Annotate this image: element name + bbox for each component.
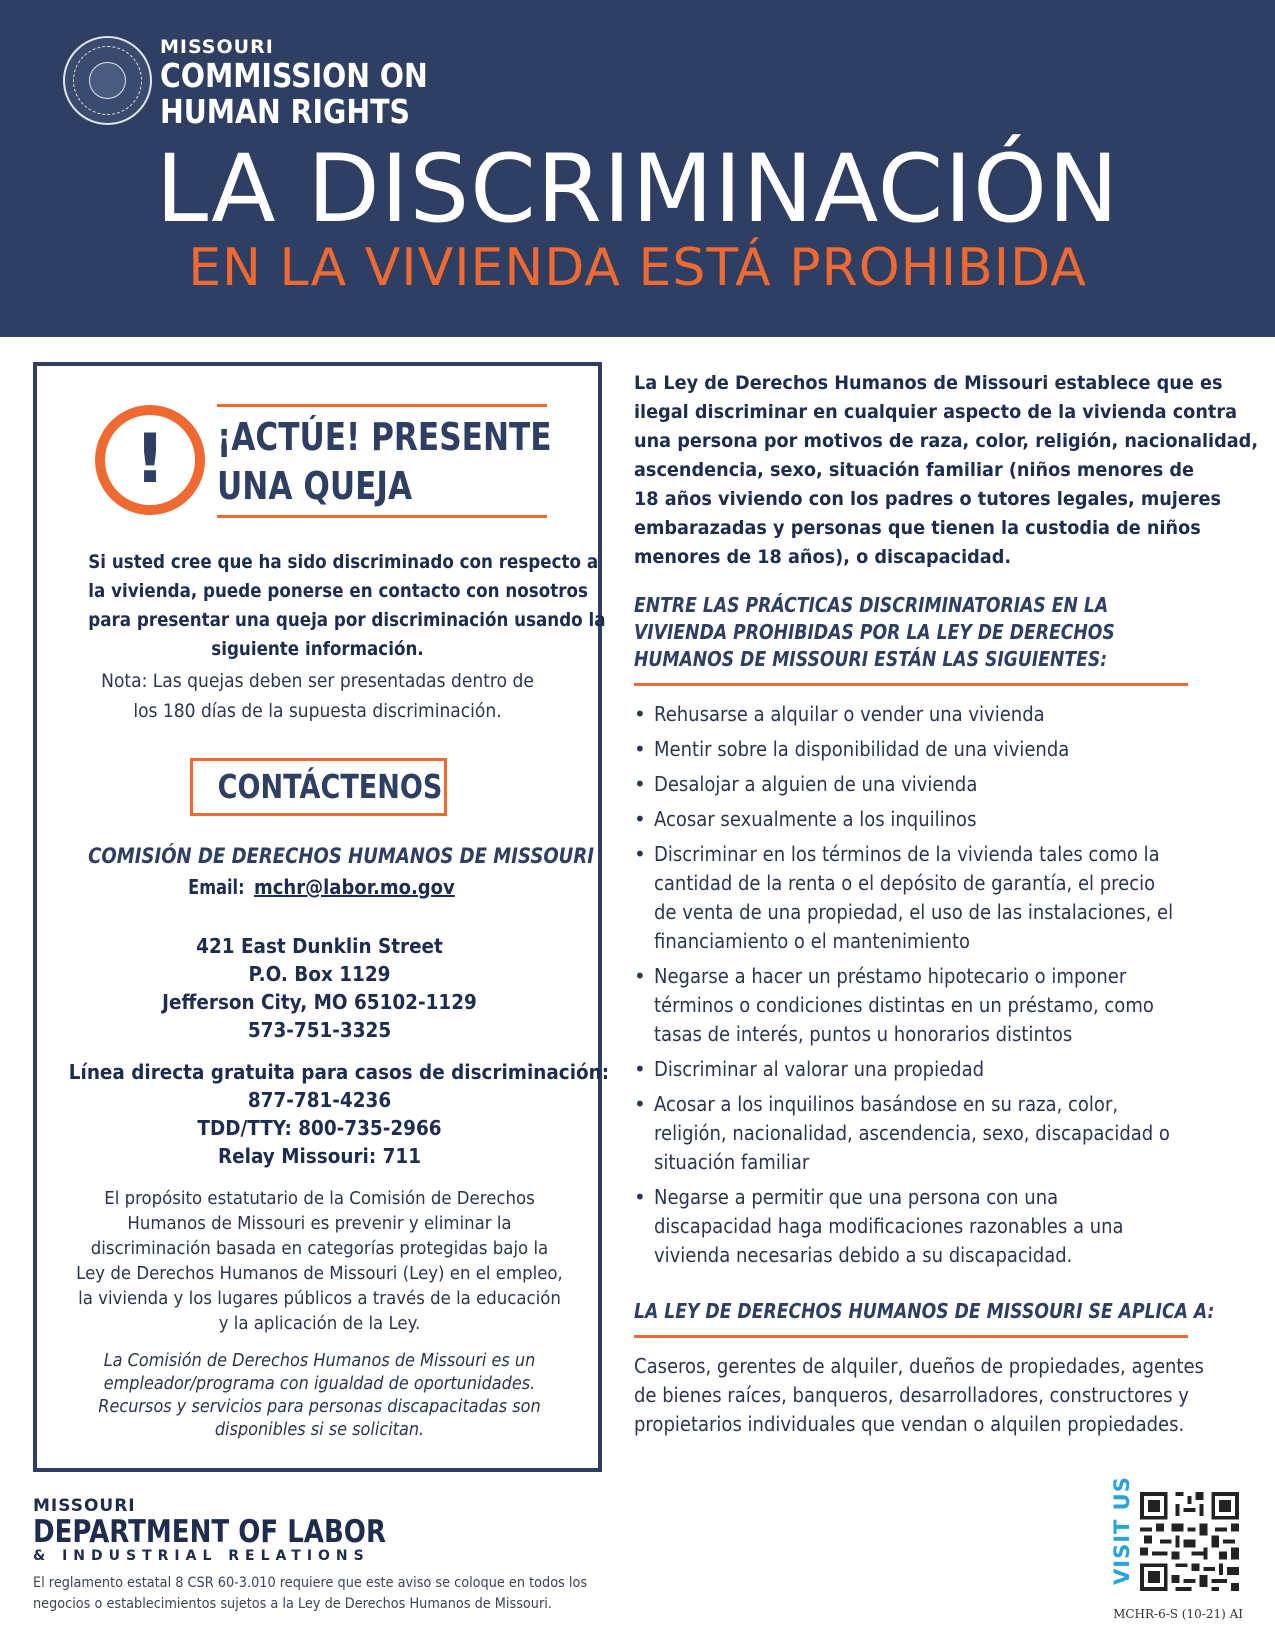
- list-item: • Discriminar en los términos de la vivienda tales como la cantidad de la renta o el depósito de garantía, el precio de venta de una propiedad, el uso de las instalaciones, el financiamiento o el mantenimiento: [634, 840, 1240, 956]
- address-line: Jefferson City, MO 65102-1129: [162, 990, 477, 1014]
- hotline-block: [47, 1058, 610, 1170]
- dept-subname: & INDUSTRIAL RELATIONS: [33, 1548, 370, 1564]
- list-item: • Desalojar a alguien de una vivienda: [634, 770, 1240, 799]
- list-item: • Discriminar al valorar una propiedad: [634, 1055, 1240, 1084]
- purpose-text: El propósito estatutario de la Comisión de Derechos Humanos de Missouri es prevenir y eliminar la discriminación basada en categorías protegidas bajo la Ley de Derechos Humanos de Missouri (Ley) en el empleo, la vivienda y los lugares públicos a través de la educación y la aplicación de la Ley.: [76, 1188, 563, 1334]
- form-code: MCHR-6-S (10-21) AI: [1113, 1607, 1243, 1621]
- phone-number: 573-751-3325: [247, 1018, 392, 1042]
- org-line-2: HUMAN RIGHTS: [160, 92, 410, 131]
- action-line-1: ¡ACTÚE! PRESENTE: [217, 415, 552, 459]
- page-subtitle: EN LA VIVIENDA ESTÁ PROHIBIDA: [188, 238, 1087, 298]
- hotline-number: 877-781-4236: [247, 1088, 392, 1112]
- action-line-2: UNA QUEJA: [217, 464, 413, 508]
- regulation-notice: El reglamento estatal 8 CSR 60-3.010 requiere que este aviso se coloque en todos los negocios o establecimientos sujetos a la Ley de Derechos Humanos de Missouri.: [33, 1575, 588, 1612]
- relay-number: Relay Missouri: 711: [217, 1144, 422, 1168]
- applies-heading: LA LEY DE DERECHOS HUMANOS DE MISSOURI SE APLICA A:: [634, 1299, 1215, 1323]
- state-seal-icon: [63, 36, 152, 125]
- intro-line: la vivienda, puede ponerse en contacto con nosotros: [88, 580, 588, 602]
- qr-code-icon[interactable]: [1140, 1492, 1239, 1591]
- practices-list: [634, 700, 1240, 1276]
- equal-opportunity-statement: La Comisión de Derechos Humanos de Missouri es un empleador/programa con igualdad de oportunidades. Recursos y servicios para personas discapacitadas son disponibles si se solicitan.: [98, 1351, 541, 1440]
- applies-text: Caseros, gerentes de alquiler, dueños de propiedades, agentes de bienes raíces, banqueros, desarrolladores, constructores y propietarios individuales que vendan o alquilen propiedades.: [634, 1354, 1204, 1436]
- contact-heading: CONTÁCTENOS: [190, 758, 447, 816]
- visit-us-label: VISIT US: [1110, 1476, 1134, 1585]
- commission-name: COMISIÓN DE DERECHOS HUMANOS DE MISSOURI: [88, 844, 594, 868]
- list-item: • Negarse a permitir que una persona con una discapacidad haga modificaciones razonables a una vivienda necesarias debido a su discapacidad.: [634, 1183, 1240, 1270]
- law-summary: La Ley de Derechos Humanos de Missouri establece que es ilegal discriminar en cualquier aspecto de la vivienda contra una persona por motivos de raza, color, religión, nacionalidad, ascendencia, sexo, situación familiar (niños menores de 18 años viviendo con los padres o tutores legales, mujeres embarazadas y personas que tienen la custodia de niños menores de 18 años), o discapacidad.: [634, 372, 1259, 568]
- exclamation-circle-icon: !: [95, 405, 205, 515]
- hotline-label: Línea directa gratuita para casos de discriminación:: [68, 1060, 610, 1084]
- header-banner: [0, 0, 1275, 337]
- action-heading: [217, 404, 552, 518]
- intro-line: Si usted cree que ha sido discriminado con respecto a: [88, 551, 599, 573]
- email-label: Email:: [187, 875, 245, 899]
- list-item: • Mentir sobre la disponibilidad de una vivienda: [634, 735, 1240, 764]
- practices-heading: ENTRE LAS PRÁCTICAS DISCRIMINATORIAS EN LA VIVIENDA PROHIBIDAS POR LA LEY DE DERECHOS HUMANOS DE MISSOURI ESTÁN LAS SIGUIENTES:: [634, 593, 1115, 671]
- section-divider: [634, 683, 1188, 686]
- list-item: • Rehusarse a alquilar o vender una vivienda: [634, 700, 1240, 729]
- email-row: [47, 873, 592, 901]
- complaint-panel: [33, 362, 610, 1472]
- tdd-number: TDD/TTY: 800-735-2966: [197, 1116, 442, 1140]
- org-name: [160, 36, 471, 130]
- department-logo: [33, 1497, 453, 1564]
- intro-line: siguiente información.: [211, 638, 424, 660]
- mailing-address: [47, 932, 592, 1044]
- dept-state: MISSOURI: [33, 1496, 136, 1516]
- intro-text: [57, 548, 606, 664]
- deadline-note: [57, 666, 578, 726]
- section-divider: [634, 1335, 1188, 1338]
- note-line: Nota: Las quejas deben ser presentadas dentro de: [101, 670, 534, 692]
- dept-name: DEPARTMENT OF LABOR: [33, 1514, 386, 1550]
- list-item: • Acosar sexualmente a los inquilinos: [634, 805, 1240, 834]
- email-link[interactable]: mchr@labor.mo.gov: [253, 875, 455, 899]
- page-title: LA DISCRIMINACIÓN: [155, 135, 1120, 244]
- list-item: • Negarse a hacer un préstamo hipotecario o imponer términos o condiciones distintas en un préstamo, como tasas de interés, puntos u honorarios distintos: [634, 962, 1240, 1049]
- address-line: P.O. Box 1129: [248, 962, 391, 986]
- list-item: • Acosar a los inquilinos basándose en su raza, color, religión, nacionalidad, ascendencia, sexo, discapacidad o situación familiar: [634, 1090, 1240, 1177]
- intro-line: para presentar una queja por discriminación usando la: [88, 609, 606, 631]
- org-state: MISSOURI: [160, 36, 274, 58]
- address-line: 421 East Dunklin Street: [196, 934, 443, 958]
- note-line: los 180 días de la supuesta discriminación.: [133, 700, 502, 722]
- org-line-1: COMMISSION ON: [160, 56, 428, 95]
